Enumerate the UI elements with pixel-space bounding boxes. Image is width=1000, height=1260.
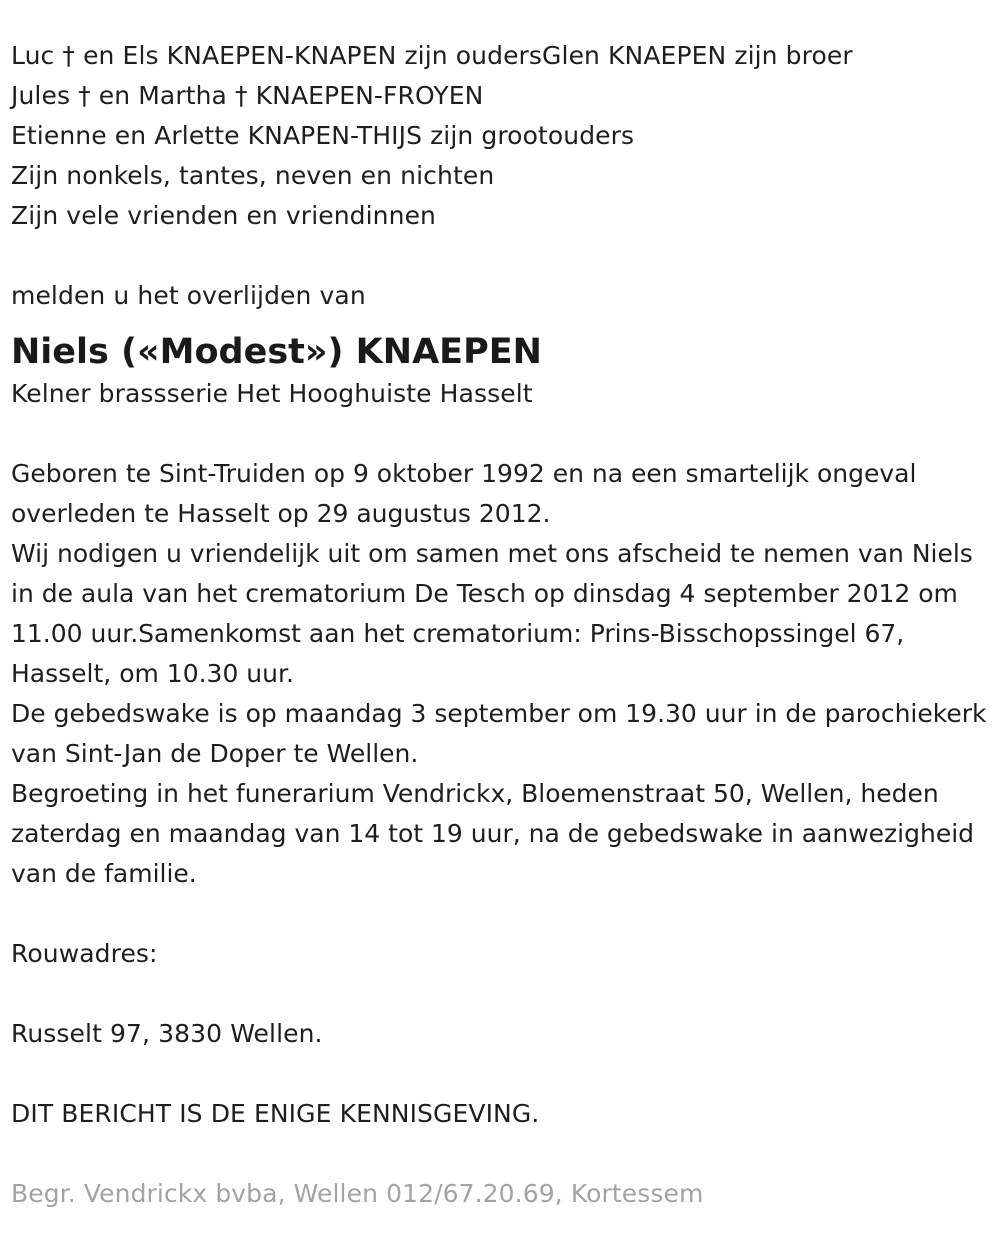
birth-death-paragraph: Geboren te Sint-Truiden op 9 oktober 1992 en na een smartelijk ongeval overleden te Hasselt op 29 augustus 2012. [11,459,917,528]
funeral-home-footer: Begr. Vendrickx bvba, Wellen 012/67.20.69, Kortessem [11,1179,704,1208]
spacer [11,1054,990,1094]
family-line-grandparents-thijs: Etienne en Arlette KNAPEN-THIJS zijn grootouders [11,121,635,150]
spacer [11,894,990,934]
announcement-text: melden u het overlijden van [11,281,366,310]
family-line-friends: Zijn vele vrienden en vriendinnen [11,201,436,230]
address-value: Russelt 97, 3830 Wellen. [11,1019,323,1048]
family-list [11,36,990,236]
spacer [11,1134,990,1174]
farewell-paragraph: Wij nodigen u vriendelijk uit om samen met ons afscheid te nemen van Niels in de aula van het crematorium De Tesch op dinsdag 4 september 2012 om 11.00 uur.Samenkomst aan het crematorium: Prins-Bisschopssingel 67, Hasselt, om 10.30 uur. [11,539,973,688]
deceased-name: Niels («Modest») KNAEPEN [11,332,542,372]
spacer [11,974,990,1014]
family-line-parents: Luc † en Els KNAEPEN-KNAPEN zijn oudersGlen KNAEPEN zijn broer [11,41,853,70]
family-line-relatives: Zijn nonkels, tantes, neven en nichten [11,161,495,190]
family-line-grandparents-froyen: Jules † en Martha † KNAEPEN-FROYEN [11,81,484,110]
visitation-paragraph: Begroeting in het funerarium Vendrickx, Bloemenstraat 50, Wellen, heden zaterdag en maandag van 14 tot 19 uur, na de gebedswake in aanwezigheid van de familie. [11,779,975,888]
address-label: Rouwadres: [11,939,158,968]
spacer [11,414,990,454]
spacer [11,236,990,276]
vigil-paragraph: De gebedswake is op maandag 3 september om 19.30 uur in de parochiekerk van Sint-Jan de Doper te Wellen. [11,699,987,768]
only-notice-text: DIT BERICHT IS DE ENIGE KENNISGEVING. [11,1099,540,1128]
deceased-occupation: Kelner brassserie Het Hooghuiste Hasselt [11,379,533,408]
